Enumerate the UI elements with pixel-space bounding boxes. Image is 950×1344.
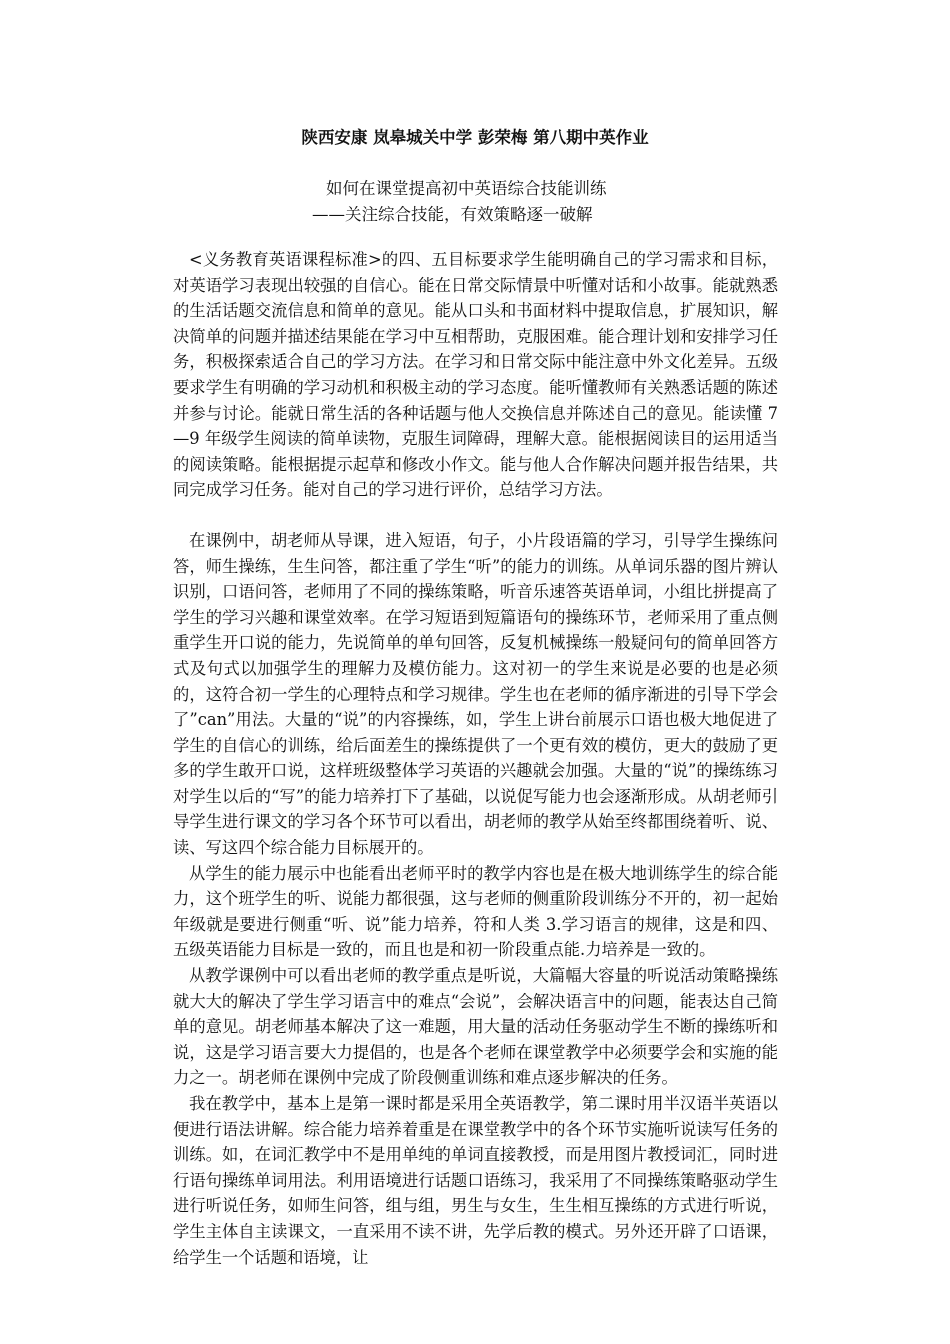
- paragraph-teaching-focus: 从教学课例中可以看出老师的教学重点是听说，大篇幅大容量的听说活动策略操练就大大的解决了学生学习语言中的难点“会说”，会解决语言中的问题，能表达自己简单的意见。胡老师基本解决了这一难题，用大量的活动任务驱动学生不断的操练听和说，这是学习语言要大力提倡的，也是各个老师在课堂教学中必须要学会和实施的能力之一。胡老师在课例中完成了阶段侧重训练和难点逐步解决的任务。: [173, 966, 778, 1088]
- paragraph-curriculum-standards: <义务教育英语课程标准>的四、五目标要求学生能明确自己的学习需求和目标，对英语学习表现出较强的自信心。能在日常交际情景中听懂对话和小故事。能就熟悉的生活话题交流信息和简单的意见。能从口头和书面材料中提取信息，扩展知识，解决简单的问题并描述结果能在学习中互相帮助，克服困难。能合理计划和安排学习任务，积极探索适合自己的学习方法。在学习和日常交际中能注意中外文化差异。五级要求学生有明确的学习动机和积极主动的学习态度。能听懂教师有关熟悉话题的陈述并参与讨论。能就日常生活的各种话题与他人交换信息并陈述自己的意见。能读懂 7—9 年级学生阅读的简单读物，克服生词障碍，理解大意。能根据阅读目的运用适当的阅读策略。能根据提示起草和修改小作文。能与他人合作解决问题并报告结果，共同完成学习任务。能对自己的学习进行评价，总结学习方法。: [173, 250, 778, 500]
- document-subtitle: ——关注综合技能，有效策略逐一破解: [312, 205, 593, 224]
- document-body: [173, 247, 778, 1270]
- paragraph-lesson-analysis: 在课例中，胡老师从导课，进入短语，句子，小片段语篇的学习，引导学生操练问答，师生操练，生生问答，都注重了学生“听”的能力的训练。从单词乐器的图片辨认识别，口语问答，老师用了不同的操练策略，听音乐速答英语单词，小组比拼提高了学生的学习兴趣和课堂效率。在学习短语到短篇语句的操练环节，老师采用了重点侧重学生开口说的能力，先说简单的单句回答，反复机械操练一般疑问句的简单回答方式及句式以加强学生的理解力及模仿能力。这对初一的学生来说是必要的也是必须的，这符合初一学生的心理特点和学习规律。学生也在老师的循序渐进的引导下学会了”can”用法。大量的“说”的内容操练，如，学生上讲台前展示口语也极大地促进了学生的自信心的训练，给后面差生的操练提供了一个更有效的模仿，更大的鼓励了更多的学生敢开口说，这样班级整体学习英语的兴趣就会加强。大量的“说”的操练练习对学生以后的“写”的能力培养打下了基础，以说促写能力也会逐渐形成。从胡老师引导学生进行课文的学习各个环节可以看出，胡老师的教学从始至终都围绕着听、说、读、写这四个综合能力目标展开的。: [173, 530, 778, 858]
- paragraph-own-teaching: 我在教学中，基本上是第一课时都是采用全英语教学，第二课时用半汉语半英语以便进行语法讲解。综合能力培养着重是在课堂教学中的各个环节实施听说读写任务的训练。如，在词汇教学中不是用单纯的单词直接教授，而是用图片教授词汇，同时进行语句操练单词用法。利用语境进行话题口语练习，我采用了不同操练策略驱动学生进行听说任务，如师生问答，组与组，男生与女生，生生相互操练的方式进行听说，学生主体自主读课文，一直采用不读不讲，先学后教的模式。另外还开辟了口语课，给学生一个话题和语境，让: [173, 1094, 778, 1267]
- document-header: 陕西安康 岚皋城关中学 彭荣梅 第八期中英作业: [301, 128, 649, 147]
- paragraph-student-abilities: 从学生的能力展示中也能看出老师平时的教学内容也是在极大地训练学生的综合能力，这个班学生的听、说能力都很强，这与老师的侧重阶段训练分不开的，初一起始年级就是要进行侧重“听、说”能力培养，符和人类 3.学习语言的规律，这是和四、五级英语能力目标是一致的，而且也是和初一阶段重点能.力培养是一致的。: [173, 863, 778, 960]
- document-title: 如何在课堂提高初中英语综合技能训练: [326, 179, 607, 198]
